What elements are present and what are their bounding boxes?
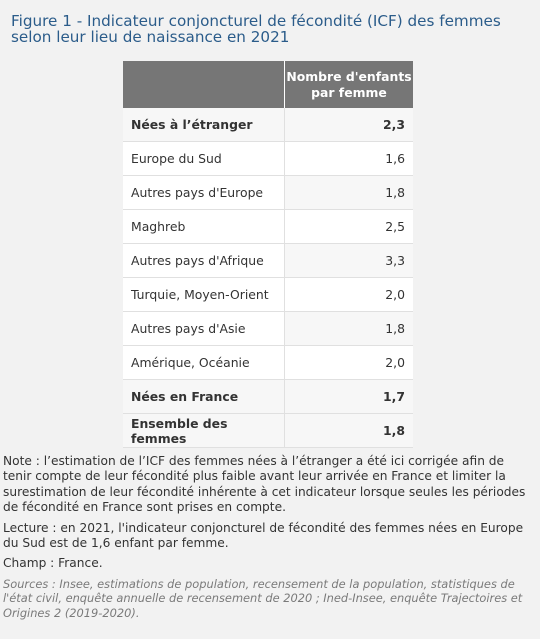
row-value: 1,8: [285, 312, 414, 346]
table-row: [123, 142, 413, 176]
row-value: 3,3: [285, 244, 414, 278]
lecture-text: Lecture : en 2021, l'indicateur conjoncturel de fécondité des femmes nées en Europe du Sud est de 1,6 enfant par femme.: [3, 520, 524, 551]
row-value: 2,5: [285, 210, 414, 244]
row-label: Amérique, Océanie: [123, 346, 285, 380]
row-label: Autres pays d'Asie: [123, 312, 285, 346]
row-value: 2,3: [285, 108, 414, 142]
table-row: [123, 346, 413, 380]
fertility-table: [123, 61, 413, 448]
table-header-row: [123, 61, 413, 108]
header-value-line-2: par femme: [311, 84, 387, 100]
header-value-line-1: Nombre d'enfants: [286, 68, 412, 84]
figure-title-line-1: Figure 1 - Indicateur conjoncturel de fécondité (ICF) des femmes: [11, 12, 501, 30]
row-value: 1,6: [285, 142, 414, 176]
row-value: 1,7: [285, 380, 414, 414]
row-label: Maghreb: [123, 210, 285, 244]
row-value: 1,8: [285, 176, 414, 210]
champ-text: Champ : France.: [3, 556, 103, 571]
row-label: Autres pays d'Europe: [123, 176, 285, 210]
header-label-cell: [123, 61, 285, 108]
row-label: Ensemble des femmes: [123, 414, 285, 448]
table-row: [123, 244, 413, 278]
header-value-cell: [285, 61, 414, 108]
table-row: [123, 312, 413, 346]
table-row: [123, 108, 413, 142]
note-text: Note : l’estimation de l’ICF des femmes nées à l’étranger a été ici corrigée afin de tenir compte de leur fécondité plus faible avant leur arrivée en France et limiter la surestimation de leur fécondité inhérente à cet indicateur lorsque seules les périodes de fécondité en France sont prises en compte.: [3, 454, 526, 515]
table-row: [123, 380, 413, 414]
row-value: 2,0: [285, 346, 414, 380]
figure-title-line-2: selon leur lieu de naissance en 2021: [11, 28, 290, 46]
row-label: Nées à l’étranger: [123, 108, 285, 142]
table-row: [123, 210, 413, 244]
row-value: 2,0: [285, 278, 414, 312]
row-value: 1,8: [285, 414, 414, 448]
table-row: [123, 176, 413, 210]
table-row: [123, 414, 413, 448]
row-label: Nées en France: [123, 380, 285, 414]
row-label: Turquie, Moyen-Orient: [123, 278, 285, 312]
notes-block: [3, 454, 533, 626]
figure-title: [11, 13, 531, 45]
row-label: Europe du Sud: [123, 142, 285, 176]
row-label: Autres pays d'Afrique: [123, 244, 285, 278]
sources-text: Sources : Insee, estimations de population, recensement de la population, statistiques de l'état civil, enquête annuelle de recensement de 2020 ; Ined-Insee, enquête Trajectoires et Origines 2 (2019-2020).: [3, 576, 523, 621]
table-body: [123, 108, 413, 448]
table-row: [123, 278, 413, 312]
